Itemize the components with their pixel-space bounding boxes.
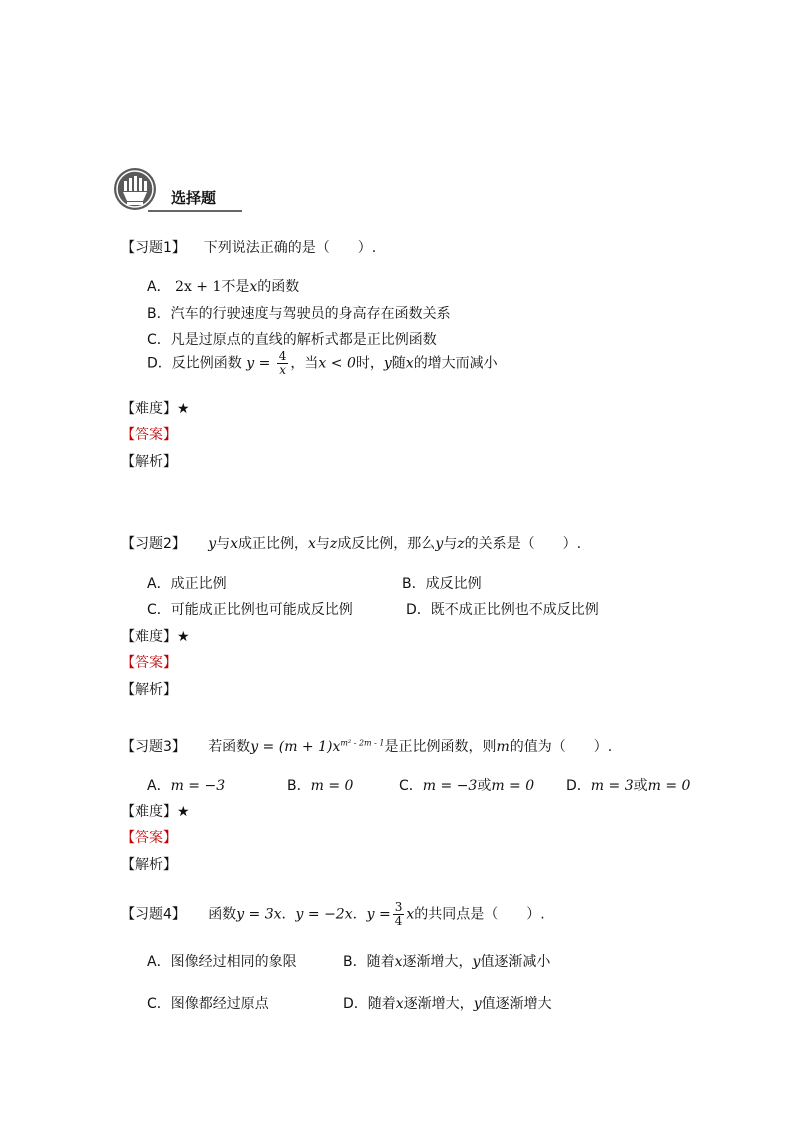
option-prefix: B． bbox=[287, 778, 311, 794]
question-text: 成正比例， bbox=[238, 536, 309, 552]
q3-option-c bbox=[399, 775, 534, 795]
option-text: 值逐渐减小 bbox=[480, 954, 551, 970]
math-expression: y = bbox=[246, 355, 271, 372]
section-title: 选择题 bbox=[171, 189, 217, 207]
option-text: 逐渐增大， bbox=[402, 954, 473, 970]
q3-analysis: 【解析】 bbox=[121, 857, 177, 873]
math-variable: y bbox=[208, 536, 217, 552]
fraction bbox=[277, 350, 289, 377]
option-text: 值逐渐增大 bbox=[481, 996, 552, 1012]
option-text: B．随着 bbox=[343, 954, 395, 970]
q1-option-a bbox=[147, 276, 299, 296]
math-expression: 2x + 1 bbox=[175, 279, 222, 295]
q4-option-c: C．图像都经过原点 bbox=[147, 996, 269, 1012]
math-variable: y bbox=[383, 355, 392, 372]
option-prefix: C． bbox=[399, 778, 423, 794]
star-icon: ★ bbox=[177, 804, 190, 820]
math-expression: m = 0 bbox=[647, 778, 691, 794]
option-text: ，当 bbox=[290, 355, 319, 372]
q2-option-a: A．成正比例 bbox=[147, 576, 227, 592]
chess-pieces-icon bbox=[113, 167, 157, 211]
q4-option-d bbox=[343, 993, 552, 1013]
math-expression: m = −3 bbox=[422, 778, 478, 794]
question-text: 函数 bbox=[208, 906, 237, 923]
question-label: 【习题4】 bbox=[121, 906, 186, 923]
math-variable: x bbox=[394, 954, 403, 970]
difficulty-label: 【难度】 bbox=[121, 629, 177, 645]
option-text: 或 bbox=[477, 778, 492, 794]
fraction bbox=[393, 901, 405, 928]
question-text: 若函数 bbox=[208, 739, 251, 755]
option-text: 的函数 bbox=[257, 279, 300, 295]
q1-answer: 【答案】 bbox=[121, 427, 177, 443]
math-expression: x < 0 bbox=[318, 355, 356, 372]
option-text: 随 bbox=[391, 355, 406, 372]
q4-option-b bbox=[343, 951, 550, 971]
q1-option-b: B．汽车的行驶速度与驾驶员的身高存在函数关系 bbox=[147, 306, 451, 322]
question-text: 的关系是（ ）. bbox=[464, 536, 582, 552]
question-2-stem bbox=[121, 533, 581, 553]
option-prefix: A． bbox=[147, 279, 171, 295]
question-1-stem bbox=[121, 237, 376, 257]
math-expression: y = −2x bbox=[295, 906, 353, 923]
math-variable: x bbox=[249, 279, 258, 295]
question-label: 【习题2】 bbox=[121, 536, 186, 552]
q3-answer: 【答案】 bbox=[121, 830, 177, 846]
math-variable: y bbox=[472, 954, 481, 970]
math-variable: m bbox=[496, 739, 510, 755]
fraction-denominator: 4 bbox=[394, 914, 403, 928]
star-icon: ★ bbox=[177, 401, 190, 417]
math-variable: x bbox=[395, 996, 404, 1012]
option-prefix: A． bbox=[147, 778, 171, 794]
q1-analysis: 【解析】 bbox=[121, 454, 177, 470]
question-text: 是正比例函数，则 bbox=[384, 739, 497, 755]
question-label: 【习题1】 bbox=[121, 240, 186, 256]
q3-difficulty bbox=[121, 801, 190, 821]
option-text: 不是 bbox=[221, 279, 250, 295]
star-icon: ★ bbox=[177, 629, 190, 645]
math-variable: x bbox=[308, 536, 316, 552]
q1-difficulty bbox=[121, 398, 190, 418]
q3-option-a bbox=[147, 775, 225, 795]
option-prefix: D． bbox=[566, 778, 591, 794]
q2-difficulty bbox=[121, 626, 190, 646]
separator: ． bbox=[281, 906, 296, 923]
math-expression: y = (m + 1)x bbox=[250, 739, 341, 755]
question-text: 的共同点是（ ）. bbox=[414, 906, 545, 923]
option-text: D．随着 bbox=[343, 996, 396, 1012]
q1-option-d bbox=[147, 350, 498, 377]
option-text: D．反比例函数 bbox=[147, 355, 242, 372]
math-expression: y = bbox=[366, 906, 391, 923]
option-text: 或 bbox=[633, 778, 648, 794]
question-text: 与 bbox=[315, 536, 330, 552]
fraction-numerator: 3 bbox=[394, 900, 403, 914]
q3-option-b bbox=[287, 775, 353, 795]
q2-option-d: D．既不成正比例也不成反比例 bbox=[406, 602, 599, 618]
q2-answer: 【答案】 bbox=[121, 655, 177, 671]
section-underline bbox=[148, 210, 242, 212]
math-expression: m = 0 bbox=[310, 778, 354, 794]
math-variable: y bbox=[435, 536, 444, 552]
question-4-stem bbox=[121, 901, 545, 928]
question-3-stem bbox=[121, 736, 612, 756]
math-variable: y bbox=[473, 996, 482, 1012]
question-text: 的值为（ ）. bbox=[509, 739, 613, 755]
math-variable: x bbox=[405, 355, 414, 372]
q3-option-d bbox=[566, 775, 690, 795]
difficulty-label: 【难度】 bbox=[121, 401, 177, 417]
math-expression: m = 3 bbox=[590, 778, 634, 794]
q2-option-b: B．成反比例 bbox=[402, 576, 482, 592]
math-expression: y = 3x bbox=[236, 906, 282, 923]
question-text: 下列说法正确的是（ ）. bbox=[203, 240, 377, 256]
question-text: 成反比例，那么 bbox=[337, 536, 436, 552]
math-expression: m = 0 bbox=[491, 778, 535, 794]
fraction-denominator: x bbox=[279, 363, 286, 377]
difficulty-label: 【难度】 bbox=[121, 804, 177, 820]
option-text: 时， bbox=[355, 355, 384, 372]
q4-option-a: A．图像经过相同的象限 bbox=[147, 954, 297, 970]
option-text: 的增大而减小 bbox=[413, 355, 498, 372]
q1-option-c: C．凡是过原点的直线的解析式都是正比例函数 bbox=[147, 332, 437, 348]
question-text: 与 bbox=[216, 536, 231, 552]
q2-option-c: C．可能成正比例也可能成反比例 bbox=[147, 602, 353, 618]
math-variable: x bbox=[230, 536, 239, 552]
math-expression: m = −3 bbox=[170, 778, 226, 794]
separator: ． bbox=[352, 906, 367, 923]
math-variable: z bbox=[457, 536, 465, 552]
math-variable: z bbox=[329, 536, 338, 552]
math-variable: x bbox=[406, 906, 415, 923]
question-label: 【习题3】 bbox=[121, 739, 186, 755]
option-text: 逐渐增大， bbox=[403, 996, 474, 1012]
fraction-numerator: 4 bbox=[278, 349, 287, 363]
q2-analysis: 【解析】 bbox=[121, 682, 177, 698]
question-text: 与 bbox=[443, 536, 458, 552]
math-exponent: m² - 2m - 1 bbox=[340, 738, 385, 748]
